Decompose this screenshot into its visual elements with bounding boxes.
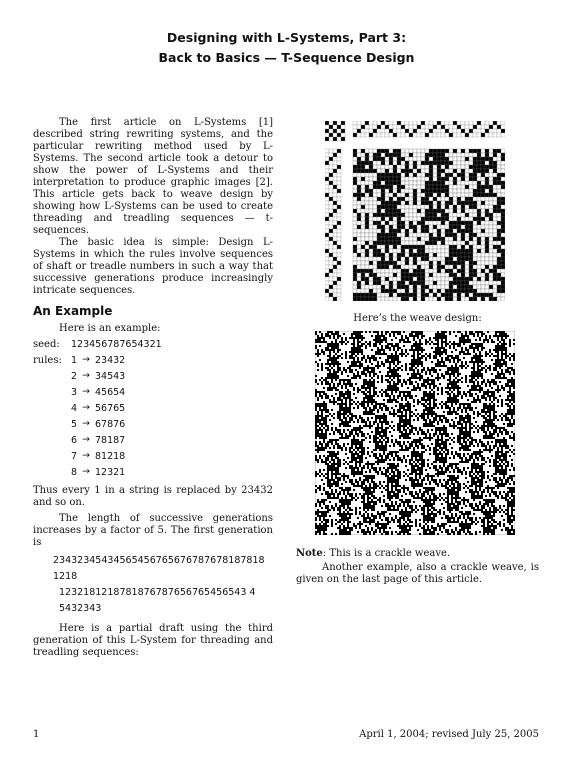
left-column (33, 117, 273, 659)
arrow-icon: → (82, 370, 90, 381)
seed-label: seed: (33, 339, 60, 350)
seed-line (33, 339, 273, 355)
arrow-icon: → (82, 434, 90, 445)
growth-text: The length of successive generations increases by a factor of 5. The first generation is (33, 513, 273, 548)
title-line-2: Back to Basics — T-Sequence Design (158, 50, 415, 65)
rule-line: 6 → 78187 (71, 434, 126, 446)
draft-intro: Here is a partial draft using the third generation of this L-System for threading and treadling sequences: (33, 623, 273, 658)
note-paragraph: Note: This is a crackle weave. (296, 548, 451, 559)
right-column-text (296, 548, 539, 588)
rule-line: 2 → 34543 (71, 370, 126, 382)
generation-line: 5432343 (59, 603, 102, 614)
arrow-icon: → (82, 466, 90, 477)
rules-label: rules: (33, 355, 62, 366)
arrow-icon: → (82, 402, 90, 413)
seed-value: 123456787654321 (71, 339, 162, 350)
generation-line: 23432345434565456765676787678187818 1218 (53, 555, 265, 582)
rule-line: 7 → 81218 (71, 450, 126, 462)
rule-line: 1 → 23432 (71, 354, 126, 366)
arrow-icon: → (82, 354, 90, 365)
rule-line: 5 → 67876 (71, 418, 126, 430)
weave-design-image (315, 331, 515, 535)
intro-paragraph-2: The basic idea is simple: Design L-Systems in which the rules involve sequences of shaft or treadle numbers in such a way that successive generations produce increasingly intricate sequences. (33, 237, 273, 296)
weave-caption: Here’s the weave design: (353, 313, 482, 324)
partial-draft-image (325, 121, 505, 301)
arrow-icon: → (82, 418, 90, 429)
another-example-text: Another example, also a crackle weave, is given on the last page of this article. (296, 562, 539, 585)
after-rules-text: Thus every 1 in a string is replaced by 23432 and so on. (33, 485, 273, 508)
generation-line: 1232181218781876787656765456543 4 (59, 587, 256, 598)
intro-paragraph-1: The first article on L-Systems [1] described string rewriting systems, and the particular rewriting method used by L-Systems. The second article took a detour to show the power of L-Systems and their interpretation to produce graphic images [2]. This article gets back to weave design by showing how L-Systems can be used to create threading and treadling sequences — t-sequences. (33, 117, 273, 236)
date-line: April 1, 2004; revised July 25, 2005 (359, 729, 539, 740)
example-intro: Here is an example: (59, 323, 161, 334)
title-line-1: Designing with L-Systems, Part 3: (166, 30, 407, 45)
arrow-icon: → (82, 386, 90, 397)
rules-list (33, 355, 273, 483)
rule-line: 8 → 12321 (71, 466, 126, 478)
first-generation (33, 553, 273, 617)
page-number: 1 (33, 729, 40, 740)
section-heading-example: An Example (33, 304, 113, 318)
arrow-icon: → (82, 450, 90, 461)
rule-line: 4 → 56765 (71, 402, 126, 414)
note-label: Note (296, 548, 323, 559)
rule-line: 3 → 45654 (71, 386, 126, 398)
